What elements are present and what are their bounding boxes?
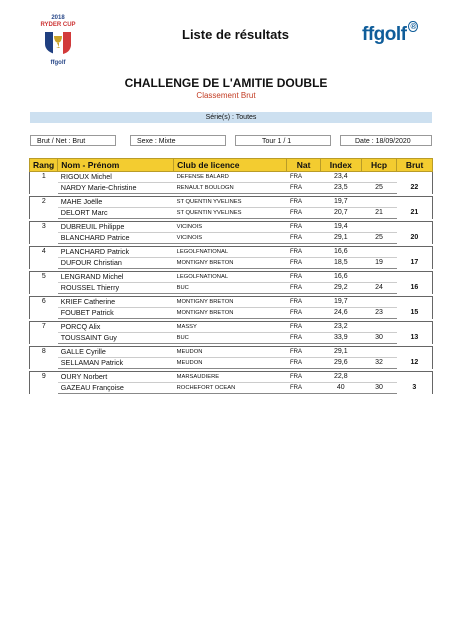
- nationality: FRA: [287, 322, 320, 333]
- nationality: FRA: [287, 347, 320, 358]
- table-row: [30, 333, 433, 344]
- player-index: 33,9: [320, 333, 361, 344]
- club-name: LEGOLFNATIONAL: [174, 247, 287, 258]
- handicap: 21: [361, 208, 396, 219]
- table-row: [30, 233, 433, 244]
- brut-score: [397, 222, 433, 233]
- club-name: BUC: [174, 283, 287, 294]
- brut-score: [397, 197, 433, 208]
- player-name: KRIEF Catherine: [58, 297, 174, 308]
- player-index: 24,6: [320, 308, 361, 319]
- player-index: 29,2: [320, 283, 361, 294]
- handicap: 19: [361, 258, 396, 269]
- handicap: [361, 272, 396, 283]
- nationality: FRA: [287, 172, 320, 183]
- club-name: MARSAUDIERE: [174, 372, 287, 383]
- player-index: 20,7: [320, 208, 361, 219]
- handicap: [361, 197, 396, 208]
- series-bar: Série(s) : Toutes: [30, 112, 432, 123]
- player-index: 18,5: [320, 258, 361, 269]
- table-row: [30, 183, 433, 194]
- brut-score: [397, 172, 433, 183]
- table-row: [30, 297, 433, 308]
- table-row: [30, 308, 433, 319]
- rank-cell: 1: [30, 172, 58, 183]
- player-index: 40: [320, 383, 361, 394]
- player-index: 16,6: [320, 272, 361, 283]
- brut-score: [397, 347, 433, 358]
- brut-score: 13: [397, 333, 433, 344]
- brand-name: ffgolf: [362, 24, 407, 45]
- player-name: TOUSSAINT Guy: [58, 333, 174, 344]
- nationality: FRA: [287, 197, 320, 208]
- club-name: VICINOIS: [174, 233, 287, 244]
- filter-row: [30, 135, 432, 147]
- brut-score: [397, 322, 433, 333]
- logo-sub: ffgolf: [50, 60, 66, 66]
- player-name: PLANCHARD Patrick: [58, 247, 174, 258]
- table-row: [30, 322, 433, 333]
- player-name: RIGOUX Michel: [58, 172, 174, 183]
- player-index: 16,6: [320, 247, 361, 258]
- table-header: [30, 159, 433, 172]
- rank-cell: 2: [30, 197, 58, 208]
- player-index: 22,8: [320, 372, 361, 383]
- brut-score: [397, 247, 433, 258]
- handicap: 23: [361, 308, 396, 319]
- brut-score: 12: [397, 358, 433, 369]
- sexe-filter: Sexe : Mixte: [130, 135, 226, 146]
- club-name: ST QUENTIN YVELINES: [174, 197, 287, 208]
- rank-cell: [30, 333, 58, 344]
- rank-cell: [30, 208, 58, 219]
- nationality: FRA: [287, 297, 320, 308]
- club-name: ROCHEFORT OCEAN: [174, 383, 287, 394]
- club-name: MONTIGNY BRETON: [174, 297, 287, 308]
- handicap: 25: [361, 183, 396, 194]
- rank-cell: 5: [30, 272, 58, 283]
- nationality: FRA: [287, 272, 320, 283]
- col-hcp: Hcp: [361, 159, 396, 172]
- col-club: Club de licence: [174, 159, 287, 172]
- rank-cell: [30, 258, 58, 269]
- rank-cell: [30, 183, 58, 194]
- table-row: [30, 208, 433, 219]
- handicap: 30: [361, 333, 396, 344]
- rank-cell: [30, 283, 58, 294]
- player-name: DUBREUIL Philippe: [58, 222, 174, 233]
- club-name: MASSY: [174, 322, 287, 333]
- nationality: FRA: [287, 183, 320, 194]
- table-row: [30, 383, 433, 394]
- player-name: BLANCHARD Patrice: [58, 233, 174, 244]
- ffgolf-logo: [362, 24, 416, 46]
- handicap: [361, 372, 396, 383]
- nationality: FRA: [287, 358, 320, 369]
- player-index: 23,4: [320, 172, 361, 183]
- player-name: FOUBET Patrick: [58, 308, 174, 319]
- rank-cell: 6: [30, 297, 58, 308]
- handicap: 30: [361, 383, 396, 394]
- player-name: SELLAMAN Patrick: [58, 358, 174, 369]
- player-name: GALLE Cyrille: [58, 347, 174, 358]
- registered-mark: ®: [410, 22, 416, 31]
- table-row: [30, 222, 433, 233]
- nationality: FRA: [287, 283, 320, 294]
- player-name: OURY Norbert: [58, 372, 174, 383]
- club-name: MONTIGNY BRETON: [174, 258, 287, 269]
- rank-cell: 7: [30, 322, 58, 333]
- player-index: 19,4: [320, 222, 361, 233]
- nationality: FRA: [287, 247, 320, 258]
- nationality: FRA: [287, 222, 320, 233]
- table-row: [30, 347, 433, 358]
- tour-filter: Tour 1 / 1: [235, 135, 331, 146]
- classement-label: Classement Brut: [196, 91, 256, 100]
- table-row: [30, 358, 433, 369]
- player-index: 23,5: [320, 183, 361, 194]
- rank-cell: [30, 358, 58, 369]
- table-row: [30, 272, 433, 283]
- club-name: LEGOLFNATIONAL: [174, 272, 287, 283]
- brut-score: [397, 297, 433, 308]
- brut-score: 20: [397, 233, 433, 244]
- club-name: MONTIGNY BRETON: [174, 308, 287, 319]
- player-index: 23,2: [320, 322, 361, 333]
- brut-score: 22: [397, 183, 433, 194]
- table-row: [30, 197, 433, 208]
- player-name: NARDY Marie-Christine: [58, 183, 174, 194]
- competition-name: CHALLENGE DE L'AMITIE DOUBLE: [124, 76, 328, 90]
- player-index: 29,1: [320, 347, 361, 358]
- page-title: Liste de résultats: [182, 27, 289, 42]
- player-index: 29,6: [320, 358, 361, 369]
- player-name: GAZEAU Françoise: [58, 383, 174, 394]
- nationality: FRA: [287, 333, 320, 344]
- nationality: FRA: [287, 308, 320, 319]
- col-index: Index: [320, 159, 361, 172]
- club-name: ST QUENTIN YVELINES: [174, 208, 287, 219]
- handicap: 32: [361, 358, 396, 369]
- date-filter: Date : 18/09/2020: [340, 135, 432, 146]
- brut-score: 15: [397, 308, 433, 319]
- rank-cell: [30, 308, 58, 319]
- nationality: FRA: [287, 258, 320, 269]
- handicap: 25: [361, 233, 396, 244]
- col-nat: Nat: [287, 159, 320, 172]
- rank-cell: [30, 383, 58, 394]
- table-row: [30, 258, 433, 269]
- table-row: [30, 283, 433, 294]
- brut-score: 3: [397, 383, 433, 394]
- player-name: DUFOUR Christian: [58, 258, 174, 269]
- player-name: PORCQ Alix: [58, 322, 174, 333]
- handicap: [361, 347, 396, 358]
- handicap: [361, 222, 396, 233]
- rank-cell: 3: [30, 222, 58, 233]
- club-name: BUC: [174, 333, 287, 344]
- player-name: ROUSSEL Thierry: [58, 283, 174, 294]
- brut-score: 17: [397, 258, 433, 269]
- player-index: 29,1: [320, 233, 361, 244]
- table-row: [30, 247, 433, 258]
- nationality: FRA: [287, 383, 320, 394]
- col-nom: Nom - Prénom: [58, 159, 174, 172]
- handicap: [361, 247, 396, 258]
- player-name: LENGRAND Michel: [58, 272, 174, 283]
- handicap: [361, 322, 396, 333]
- brut-score: 16: [397, 283, 433, 294]
- brut-net-filter: Brut / Net : Brut: [30, 135, 116, 146]
- rank-cell: [30, 233, 58, 244]
- rank-cell: 4: [30, 247, 58, 258]
- nationality: FRA: [287, 208, 320, 219]
- club-name: DEFENSE BALARD: [174, 172, 287, 183]
- club-name: MEUDON: [174, 358, 287, 369]
- nationality: FRA: [287, 233, 320, 244]
- ryder-cup-logo: [34, 12, 82, 68]
- player-index: 19,7: [320, 197, 361, 208]
- table-row: [30, 372, 433, 383]
- rank-cell: 9: [30, 372, 58, 383]
- player-index: 19,7: [320, 297, 361, 308]
- handicap: [361, 297, 396, 308]
- logo-name: RYDER CUP: [40, 22, 76, 28]
- brut-score: [397, 372, 433, 383]
- handicap: 24: [361, 283, 396, 294]
- player-name: DELORT Marc: [58, 208, 174, 219]
- club-name: MEUDON: [174, 347, 287, 358]
- col-brut: Brut: [397, 159, 433, 172]
- club-name: RENAULT BOULOGN: [174, 183, 287, 194]
- results-body: [30, 172, 433, 394]
- table-row: [30, 172, 433, 183]
- nationality: FRA: [287, 372, 320, 383]
- handicap: [361, 172, 396, 183]
- logo-year: 2018: [51, 15, 65, 21]
- brut-score: [397, 272, 433, 283]
- col-rang: Rang: [30, 159, 58, 172]
- club-name: VICINOIS: [174, 222, 287, 233]
- results-table: [29, 158, 433, 394]
- brut-score: 21: [397, 208, 433, 219]
- trophy-shield-icon: [43, 30, 73, 56]
- player-name: MAHE Joëlle: [58, 197, 174, 208]
- rank-cell: 8: [30, 347, 58, 358]
